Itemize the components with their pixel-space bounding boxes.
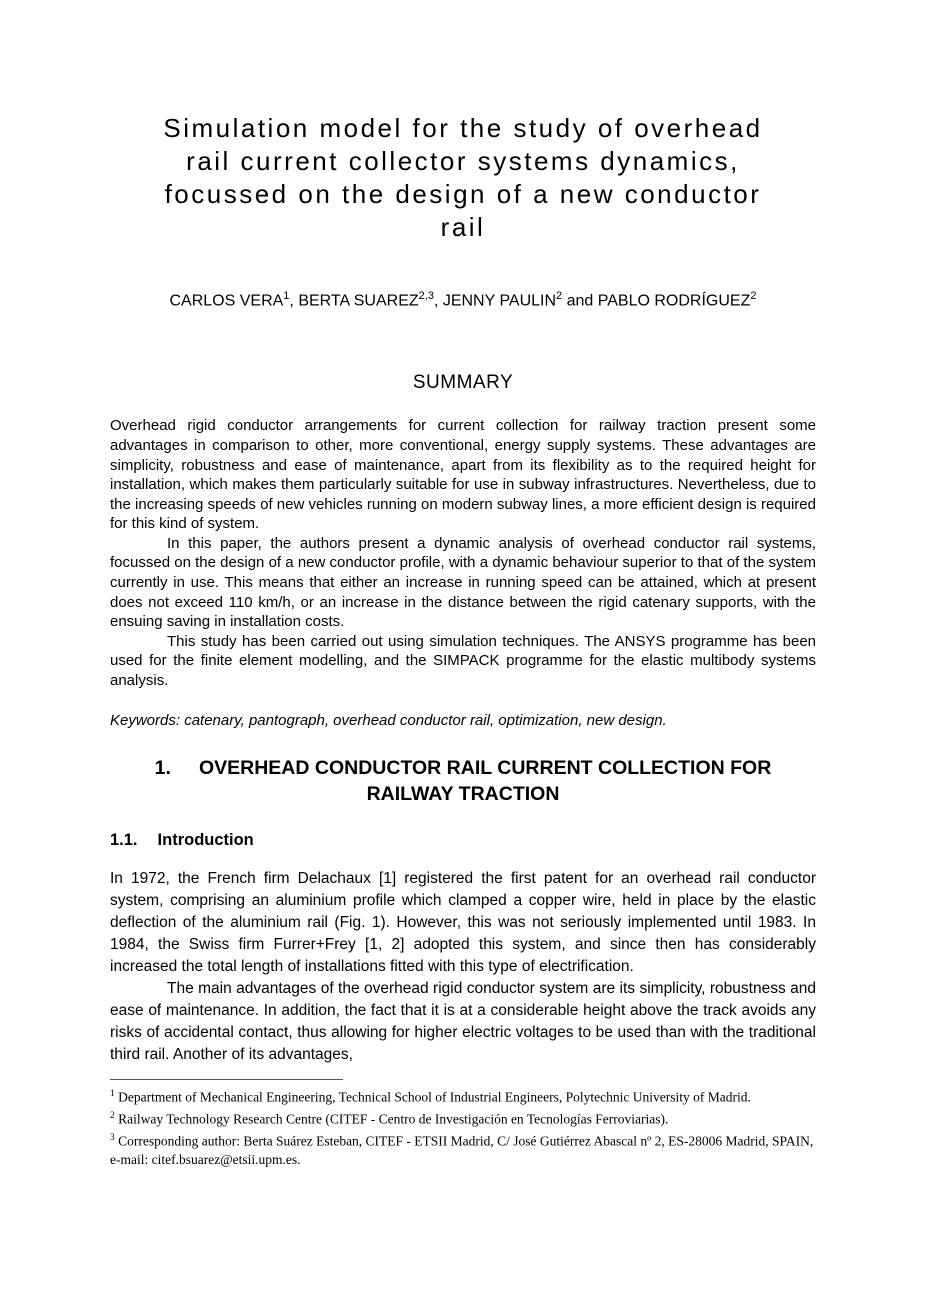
section-number: 1.: [154, 756, 171, 779]
keywords-line: Keywords: catenary, pantograph, overhead conductor rail, optimization, new design.: [110, 711, 667, 729]
paper-title-line-1: Simulation model for the study of overhead: [163, 113, 763, 143]
author-affiliation-superscript: 1: [283, 290, 290, 302]
footnotes-section: [110, 1079, 816, 1170]
footnote-number: 3: [110, 1132, 115, 1143]
section-title-text: OVERHEAD CONDUCTOR RAIL CURRENT COLLECTION FOR: [198, 756, 772, 779]
paper-title-line-4: rail: [440, 212, 486, 242]
author-affiliation-superscript: 2: [750, 290, 757, 302]
author-name: , BERTA SUAREZ: [289, 292, 419, 310]
summary-heading: SUMMARY: [412, 372, 514, 394]
author-name: and PABLO RODRÍGUEZ: [562, 292, 751, 310]
subsection-title-text: Introduction: [157, 830, 254, 849]
section-1-heading-line-2: RAILWAY TRACTION: [366, 782, 560, 805]
introduction-paragraph: The main advantages of the overhead rigid conductor system are its simplicity, robustness and ease of maintenance. In addition, the fact that it is at a considerable height above the track avoids any risks of accidental contact, thus allowing for higher electric voltages to be used than with the traditional third rail. Another of its advantages,: [110, 979, 816, 1063]
author-affiliation-superscript: 2,3: [418, 290, 434, 302]
paper-title-line-3: focussed on the design of a new conductor: [164, 179, 762, 209]
section-1-heading-line-1: [110, 755, 816, 781]
paper-title-line-2: rail current collector systems dynamics,: [186, 146, 740, 176]
footnote: [110, 1129, 816, 1170]
footnote: [110, 1107, 816, 1129]
footnote-number: 1: [110, 1088, 115, 1099]
subsection-1-1-heading: [110, 831, 816, 850]
summary-paragraph: Overhead rigid conductor arrangements for current collection for railway traction present some advantages in comparison to other, more conventional, energy supply systems. These advantages are simplicity, robustness and ease of maintenance, apart from its flexibility as to the required height for installation, which makes them particularly suitable for use in subway infrastructures. Nevertheless, due to the increasing speeds of new vehicles running on modern subway lines, a more efficient design is required for this kind of system.: [110, 417, 816, 533]
footnote-text: Department of Mechanical Engineering, Technical School of Industrial Engineers, Polytechnic University of Madrid.: [114, 1089, 751, 1105]
summary-paragraph: In this paper, the authors present a dynamic analysis of overhead conductor rail systems, focussed on the design of a new conductor profile, with a dynamic behaviour superior to that of the system currently in use. This means that either an increase in running speed can be attained, which at present does not exceed 110 km/h, or an increase in the distance between the rigid catenary supports, with the ensuing saving in installation costs.: [110, 534, 816, 631]
author-affiliation-superscript: 2: [556, 290, 563, 302]
author-name: CARLOS VERA: [169, 292, 284, 310]
paper-title: [110, 112, 816, 244]
footnote-separator-rule: [110, 1079, 343, 1080]
introduction-paragraph: In 1972, the French firm Delachaux [1] registered the first patent for an overhead rail conductor system, comprising an aluminium profile which clamped a copper wire, held in place by the elastic deflection of the aluminium rail (Fig. 1). However, this was not seriously implemented until 1983. In 1984, the Swiss firm Furrer+Frey [1, 2] adopted this system, and since then has considerably increased the total length of installations fitted with this type of electrification.: [110, 869, 816, 975]
footnote: [110, 1085, 816, 1107]
author-name: , JENNY PAULIN: [433, 292, 557, 310]
section-1-heading: [110, 755, 816, 807]
authors-line: [110, 290, 816, 310]
summary-paragraph: This study has been carried out using simulation techniques. The ANSYS programme has been used for the finite element modelling, and the SIMPACK programme for the elastic multibody systems analysis.: [110, 632, 816, 690]
footnote-text: Railway Technology Research Centre (CITEF - Centro de Investigación en Tecnologías Ferroviarias).: [114, 1111, 669, 1127]
footnote-number: 2: [110, 1110, 115, 1121]
footnote-text: Corresponding author: Berta Suárez Esteban, CITEF - ETSII Madrid, C/ José Gutiérrez Abascal nº 2, ES-28006 Madrid, SPAIN, e-mail: citef.bsuarez@etsii.upm.es.: [110, 1133, 814, 1167]
subsection-number: 1.1.: [110, 830, 138, 849]
